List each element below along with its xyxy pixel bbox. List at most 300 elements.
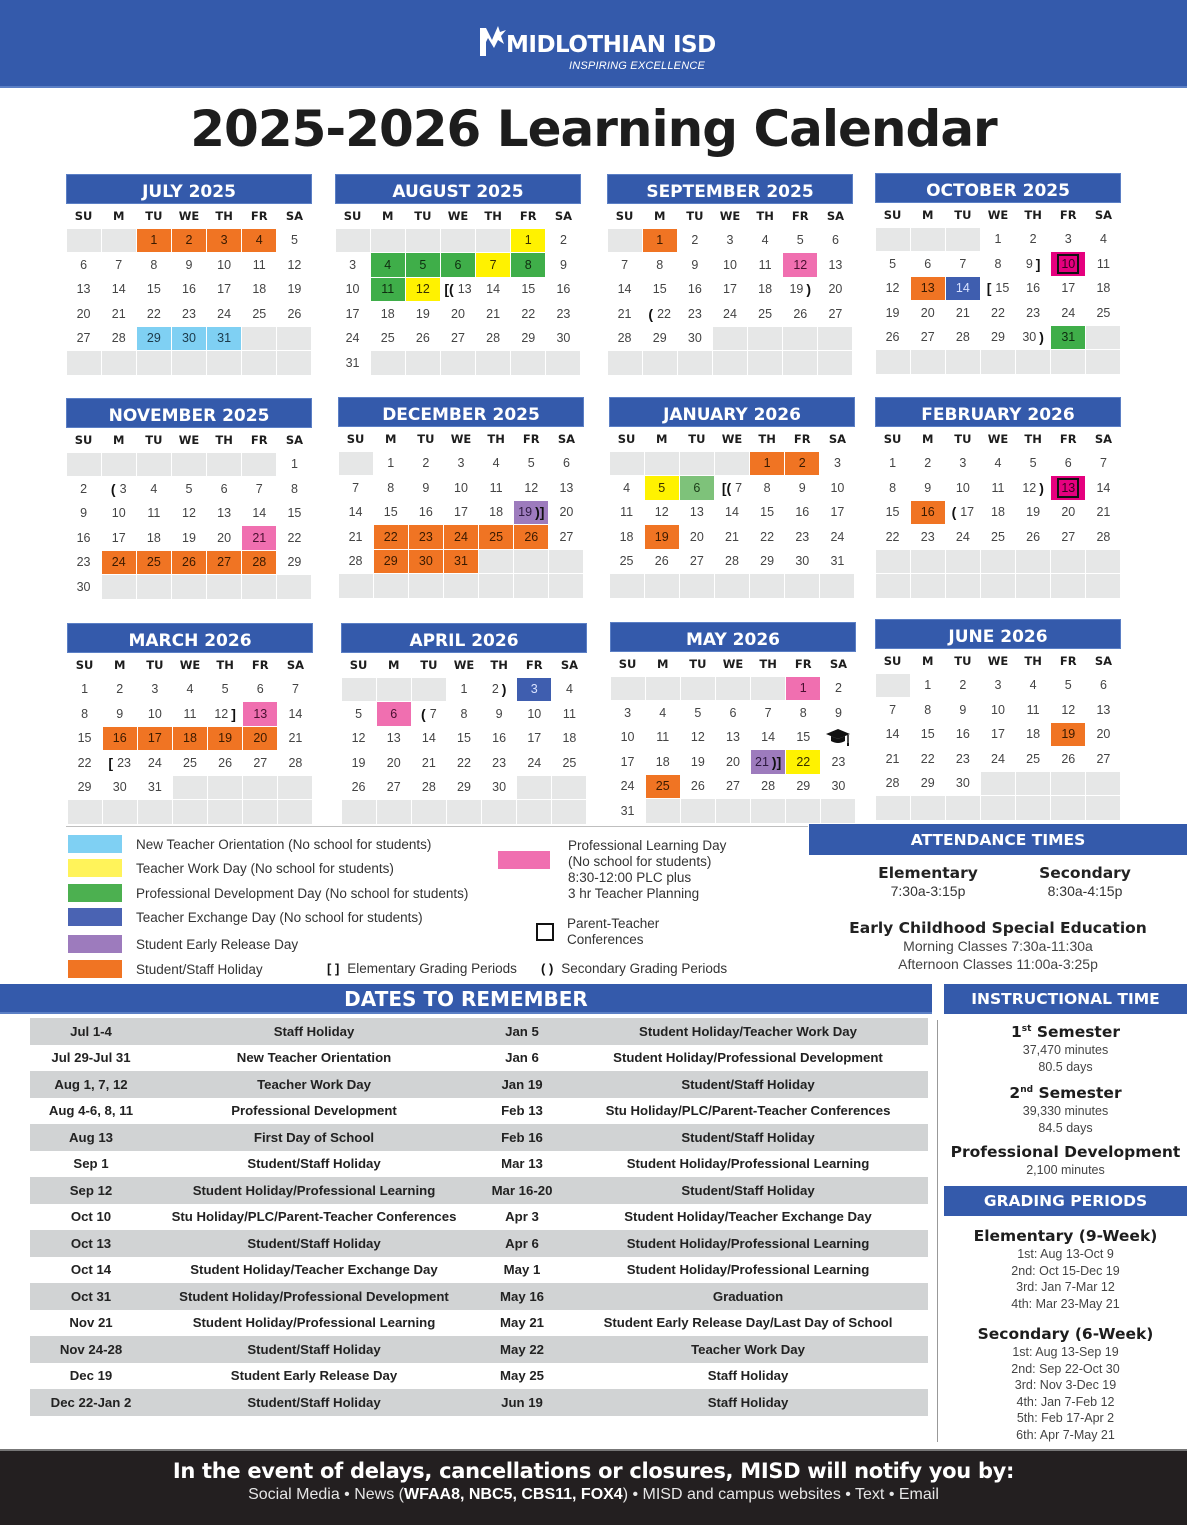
month-february-2026: [875, 397, 1121, 598]
day-number: 26: [1026, 529, 1041, 544]
empty-cell: [981, 350, 1015, 374]
empty-cell: [646, 799, 680, 823]
day-cell: [68, 678, 102, 702]
day-cell: [278, 702, 312, 726]
page-title: 2025-2026 Learning Calendar: [190, 100, 997, 158]
legend-line: (No school for students): [568, 854, 712, 869]
day-number: 1: [150, 233, 158, 248]
day-cell: [785, 525, 819, 549]
day-cell: [374, 476, 408, 500]
day-cell: [546, 278, 580, 302]
weekday-label: SA: [826, 209, 844, 223]
legend-swatch: [68, 835, 122, 853]
weekday-label: M: [656, 657, 669, 671]
day-cell: [1086, 525, 1120, 549]
day-cell: [374, 525, 408, 549]
empty-cell: [946, 574, 980, 598]
day-number: 21: [1096, 505, 1111, 520]
empty-cell: [1016, 796, 1050, 820]
empty-cell: [476, 229, 510, 253]
footer-notice: [0, 1449, 1187, 1525]
day-cell: [277, 526, 311, 550]
day-number: 15: [383, 505, 398, 520]
weekday-label: TH: [484, 209, 502, 223]
day-cell: [646, 701, 680, 725]
legend-item-teacher-work-day: [68, 859, 394, 877]
weekday-label: TU: [417, 432, 435, 446]
day-number: 4: [1099, 232, 1107, 247]
legend-line: 8:30-12:00 PLC plus: [568, 870, 692, 885]
day-number: 31: [830, 554, 845, 569]
day-number: 17: [147, 731, 162, 746]
weekday-label: WE: [719, 209, 741, 223]
day-number: 26: [654, 554, 669, 569]
day-cell: [1086, 277, 1120, 301]
ecse-label: Early Childhood Special Education: [849, 919, 1147, 937]
day-cell: [277, 453, 311, 477]
month-title: NOVEMBER 2025: [66, 398, 312, 428]
table-row: [30, 1389, 928, 1416]
day-cell: [207, 278, 241, 302]
day-cell: [441, 327, 475, 351]
empty-cell: [981, 772, 1015, 796]
day-number: 22: [657, 306, 671, 321]
day-cell: [1016, 277, 1050, 301]
weekday-label: TH: [1024, 432, 1042, 446]
empty-cell: [243, 800, 277, 824]
day-number: 14: [486, 282, 501, 297]
day-number: 10: [217, 257, 232, 272]
day-cell: [946, 525, 980, 549]
day-number: 8: [799, 705, 807, 720]
day-cell: [68, 776, 102, 800]
day-number: 17: [620, 754, 635, 769]
day-number: 21: [725, 529, 739, 544]
day-cell: [552, 751, 586, 775]
date-cell: Jul 1-4: [70, 1023, 112, 1039]
day-number: 1: [524, 233, 532, 248]
legend-swatch: [68, 960, 122, 978]
day-cell: [137, 526, 171, 550]
semester-label: 2nd Semester: [1009, 1084, 1122, 1103]
weekday-label: M: [921, 208, 934, 222]
day-number: 8: [994, 256, 1002, 271]
day-cell: [821, 775, 855, 799]
day-cell: [1051, 525, 1085, 549]
empty-cell: [476, 351, 510, 375]
day-cell: [242, 229, 276, 253]
day-number: 7: [352, 480, 360, 495]
day-cell: [336, 302, 370, 326]
grading-period-start-marker: [(: [721, 479, 732, 496]
empty-cell: [102, 453, 136, 477]
day-number: 2: [422, 456, 430, 471]
empty-cell: [645, 574, 679, 598]
day-cell: [552, 678, 586, 702]
empty-cell: [1051, 550, 1085, 574]
day-grid: [335, 228, 581, 375]
empty-cell: [681, 799, 715, 823]
day-cell: [339, 501, 373, 525]
weekday-label: WE: [987, 432, 1009, 446]
day-number: 28: [252, 555, 267, 570]
event-cell: First Day of School: [253, 1129, 375, 1145]
day-cell: [482, 727, 516, 751]
day-cell: [610, 550, 644, 574]
day-number: 23: [1026, 305, 1041, 320]
date-cell: Dec 22-Jan 2: [50, 1394, 132, 1410]
day-number: 20: [217, 530, 232, 545]
grading-label: Secondary (6-Week): [977, 1325, 1154, 1343]
empty-cell: [514, 550, 548, 574]
legend-item-early-release: [68, 935, 298, 953]
day-cell: [374, 452, 408, 476]
weekday-label: M: [921, 654, 934, 668]
day-number: 21: [885, 751, 900, 766]
day-cell: [1086, 747, 1120, 771]
legend-swatch-professional-learning: [498, 851, 550, 869]
day-number: 29: [77, 780, 92, 795]
day-cell: [243, 702, 277, 726]
day-cell: [876, 747, 910, 771]
day-number: 8: [387, 480, 395, 495]
event-cell: Teacher Work Day: [691, 1341, 805, 1357]
day-cell: [138, 678, 172, 702]
day-cell: [1016, 476, 1050, 500]
day-cell: [207, 526, 241, 550]
month-october-2025: [875, 173, 1121, 374]
month-title: OCTOBER 2025: [875, 173, 1121, 203]
day-cell: [242, 253, 276, 277]
day-number: 6: [729, 705, 737, 720]
day-number: 27: [217, 555, 232, 570]
empty-cell: [278, 800, 312, 824]
grading-period-end-marker: ]: [231, 705, 236, 722]
day-number: 26: [690, 779, 705, 794]
day-number: 2: [116, 682, 124, 697]
day-number: 29: [920, 776, 935, 791]
empty-cell: [646, 677, 680, 701]
day-cell: [207, 551, 241, 575]
semester-days: 84.5 days: [1038, 1120, 1093, 1135]
day-number: 27: [1061, 529, 1076, 544]
pd-label: Professional Development: [950, 1143, 1181, 1161]
day-cell: [172, 278, 206, 302]
day-number: 1: [656, 233, 664, 248]
day-number: 31: [1061, 330, 1076, 345]
day-number: 30: [831, 779, 846, 794]
day-number: 21: [617, 306, 632, 321]
day-cell: [67, 502, 101, 526]
table-row: [30, 1098, 928, 1125]
day-cell: [610, 525, 644, 549]
day-cell: [172, 477, 206, 501]
weekday-label: SU: [74, 209, 93, 223]
day-number: 3: [457, 456, 465, 471]
day-number: 24: [217, 306, 232, 321]
event-cell: New Teacher Orientation: [236, 1050, 392, 1066]
day-cell: [981, 476, 1015, 500]
empty-cell: [242, 453, 276, 477]
day-cell: [549, 501, 583, 525]
attendance-time: 8:30a-4:15p: [1047, 883, 1123, 899]
weekday-label: FR: [250, 433, 268, 447]
day-number: 15: [995, 281, 1010, 296]
day-number: 5: [185, 481, 193, 496]
day-cell: [173, 678, 207, 702]
day-number: 10: [620, 730, 635, 745]
date-cell: Apr 6: [505, 1235, 539, 1251]
day-cell: [342, 702, 376, 726]
day-cell: [785, 476, 819, 500]
day-cell: [786, 701, 820, 725]
grading-period-start-marker: [(: [444, 281, 454, 298]
day-cell: [511, 327, 545, 351]
day-number: 4: [384, 257, 392, 272]
day-number: 6: [1099, 678, 1107, 693]
empty-cell: [278, 776, 312, 800]
day-cell: [911, 277, 945, 301]
empty-cell: [876, 674, 910, 698]
day-number: 16: [1026, 281, 1041, 296]
day-cell: [514, 452, 548, 476]
day-number: 15: [760, 505, 775, 520]
day-cell: [377, 702, 411, 726]
day-cell: [981, 698, 1015, 722]
empty-cell: [377, 800, 411, 824]
day-cell: [646, 726, 680, 750]
day-cell: [336, 327, 370, 351]
day-cell: [783, 253, 817, 277]
day-cell: [876, 525, 910, 549]
day-number: 1: [924, 678, 932, 693]
day-cell: [751, 701, 785, 725]
day-cell: [645, 525, 679, 549]
day-cell: [173, 751, 207, 775]
weekday-header: [335, 204, 581, 228]
day-cell: [371, 253, 405, 277]
day-cell: [946, 326, 980, 350]
day-number: 18: [619, 529, 634, 544]
weekday-label: TH: [216, 658, 234, 672]
date-cell: Aug 4-6, 8, 11: [48, 1103, 134, 1119]
day-cell: [610, 501, 644, 525]
weekday-label: TU: [689, 657, 707, 671]
month-june-2026: [875, 619, 1121, 820]
day-number: 9: [1025, 256, 1033, 271]
day-number: 24: [111, 555, 126, 570]
day-cell: [713, 229, 747, 253]
day-cell: [1051, 301, 1085, 325]
day-number: 26: [793, 306, 808, 321]
day-number: 10: [830, 480, 845, 495]
district-logo[interactable]: [478, 18, 718, 74]
day-cell: [748, 253, 782, 277]
day-number: 17: [723, 282, 737, 297]
date-cell: Nov 24-28: [59, 1341, 123, 1357]
day-number: 27: [1096, 751, 1111, 766]
day-cell: [336, 278, 370, 302]
day-cell: [412, 776, 446, 800]
day-cell: [277, 229, 311, 253]
event-cell: Student/Staff Holiday: [681, 1129, 815, 1145]
legend-item-teacher-exchange: [68, 908, 423, 926]
day-cell: [278, 678, 312, 702]
event-cell: Student/Staff Holiday: [247, 1156, 381, 1172]
day-number: 19: [518, 505, 533, 520]
day-number: 26: [287, 306, 302, 321]
day-grid: [875, 227, 1121, 374]
day-number: 15: [457, 731, 471, 746]
day-number: 22: [796, 754, 811, 769]
day-cell: [1051, 228, 1085, 252]
weekday-label: SU: [618, 657, 637, 671]
footer-headline: In the event of delays, cancellations or closures, MISD will notify you by:: [172, 1459, 1015, 1483]
day-cell: [137, 477, 171, 501]
month-may-2026: [610, 622, 856, 823]
event-cell: Student/Staff Holiday: [681, 1182, 815, 1198]
day-cell: [1086, 252, 1120, 276]
event-cell: Student/Staff Holiday: [247, 1341, 381, 1357]
empty-cell: [748, 327, 782, 351]
weekday-label: M: [112, 433, 125, 447]
day-number: 8: [889, 480, 897, 495]
day-cell: [137, 253, 171, 277]
day-number: 6: [80, 257, 88, 272]
legend-label: Teacher Work Day (No school for students): [136, 860, 394, 876]
day-number: 11: [183, 706, 197, 721]
day-number: 18: [1096, 281, 1111, 296]
month-title: MARCH 2026: [67, 623, 313, 653]
day-cell: [716, 701, 750, 725]
day-number: 17: [217, 282, 232, 297]
day-cell: [102, 502, 136, 526]
day-cell: [911, 674, 945, 698]
day-number: 23: [955, 751, 970, 766]
day-cell: [748, 229, 782, 253]
day-number: 9: [834, 705, 842, 720]
day-number: 23: [687, 306, 702, 321]
day-cell: [444, 501, 478, 525]
month-april-2026: [341, 623, 587, 824]
weekday-label: FR: [522, 432, 540, 446]
event-cell: Student Holiday/Professional Development: [179, 1288, 449, 1304]
weekday-header: [66, 204, 312, 228]
day-number: 22: [991, 305, 1005, 320]
empty-cell: [821, 799, 855, 823]
day-number: 14: [955, 281, 970, 296]
day-number: 19: [287, 282, 302, 297]
weekday-label: SU: [615, 209, 634, 223]
empty-cell: [1086, 550, 1120, 574]
day-number: 30: [556, 331, 571, 346]
day-number: 1: [763, 456, 771, 471]
day-cell: [377, 751, 411, 775]
day-number: 7: [489, 257, 497, 272]
day-number: 28: [761, 779, 776, 794]
weekday-label: SA: [285, 209, 303, 223]
day-number: 17: [830, 505, 845, 520]
day-cell: [67, 526, 101, 550]
weekday-label: FR: [251, 658, 269, 672]
weekday-header: [875, 649, 1121, 673]
day-number: 27: [386, 780, 401, 795]
event-cell: Stu Holiday/PLC/Parent-Teacher Conferences: [171, 1209, 457, 1225]
empty-cell: [981, 550, 1015, 574]
grading-period: 3rd: Jan 7-Mar 12: [1016, 1280, 1115, 1294]
day-number: 24: [723, 306, 737, 321]
empty-cell: [552, 776, 586, 800]
empty-cell: [750, 574, 784, 598]
day-cell: [243, 678, 277, 702]
weekday-label: TU: [686, 209, 704, 223]
day-number: 29: [760, 554, 775, 569]
day-cell: [371, 278, 405, 302]
event-cell: Student Holiday/Teacher Work Day: [639, 1023, 857, 1039]
day-cell: [242, 477, 276, 501]
day-cell: [821, 677, 855, 701]
event-cell: Professional Development: [231, 1103, 397, 1119]
day-cell: [549, 525, 583, 549]
day-number: 29: [652, 331, 667, 346]
day-cell: [646, 750, 680, 774]
empty-cell: [818, 327, 852, 351]
day-number: 7: [115, 257, 123, 272]
day-cell: [441, 253, 475, 277]
day-number: 26: [351, 780, 366, 795]
day-cell: [514, 525, 548, 549]
event-cell: Student Holiday/Professional Learning: [192, 1182, 436, 1198]
weekday-label: WE: [987, 654, 1009, 668]
day-cell: [374, 501, 408, 525]
day-cell: [444, 550, 478, 574]
event-cell: Staff Holiday: [273, 1023, 355, 1039]
day-cell: [818, 302, 852, 326]
day-number: 22: [383, 529, 398, 544]
day-cell: [981, 326, 1015, 350]
empty-cell: [876, 796, 910, 820]
day-cell: [643, 278, 677, 302]
day-number: 1: [460, 682, 468, 697]
day-number: 24: [620, 779, 635, 794]
day-number: 21: [421, 755, 436, 770]
day-number: 29: [457, 780, 471, 795]
day-number: 26: [182, 555, 196, 570]
day-number: 25: [146, 555, 161, 570]
event-cell: Student/Staff Holiday: [247, 1394, 381, 1410]
weekday-label: FR: [525, 658, 543, 672]
day-cell: [681, 701, 715, 725]
day-number: 12: [415, 282, 430, 297]
day-number: 11: [147, 506, 161, 521]
day-cell: [611, 750, 645, 774]
day-number: 30: [182, 331, 196, 346]
day-number: 26: [524, 529, 539, 544]
day-number: 9: [691, 257, 699, 272]
empty-cell: [1051, 350, 1085, 374]
empty-cell: [172, 575, 206, 599]
day-number: 29: [146, 331, 161, 346]
day-number: 11: [1026, 702, 1040, 717]
empty-cell: [412, 678, 446, 702]
legend-label: Secondary Grading Periods: [561, 961, 728, 976]
day-cell: [820, 550, 854, 574]
event-cell: Student/Staff Holiday: [247, 1235, 381, 1251]
day-number: 13: [253, 706, 268, 721]
weekday-label: TH: [756, 209, 774, 223]
weekday-label: WE: [722, 657, 744, 671]
day-cell: [678, 253, 712, 277]
